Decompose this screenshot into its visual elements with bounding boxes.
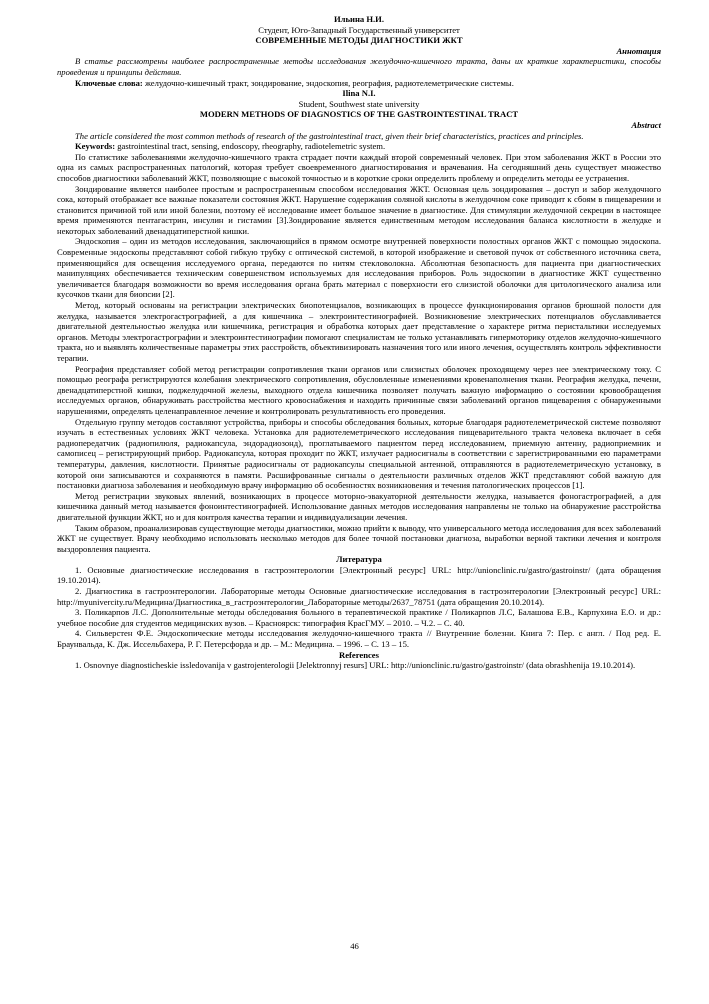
literature-item: 3. Поликарпов Л.С. Дополнительные методы обследования больного в терапевтической практике / Поликарпов Л.С, Балашова Е.В., Карпухина Е.О. и др.: учебное пособие для студентов медицинских вузов. – Красноярск: типография КрасГМУ. – 2010. – Ч.2. – С. 40. bbox=[57, 607, 661, 628]
ru-affiliation: Студент, Юго-Западный Государственный университет bbox=[258, 24, 460, 35]
ru-keywords bbox=[57, 78, 661, 89]
ru-abstract-heading: Аннотация bbox=[616, 45, 661, 56]
en-keywords-text: gastrointestinal tract, sensing, endoscopy, rheography, radiotelemetric system. bbox=[115, 141, 386, 152]
en-keywords bbox=[57, 141, 661, 152]
en-abstract-heading: Abstract bbox=[631, 119, 661, 130]
literature-item: 4. Сильверстен Ф.Е. Эндоскопические методы исследования желудочно-кишечного тракта // Внутренние болезни. Книга 7: Пер. с англ. / Под ред. Е. Браунвальда, К. Дж. Иссельбахера, Р. Г. Петерсфорда и др. – М.: Медицина. – 1996. – С. 13 – 15. bbox=[57, 628, 661, 650]
ru-keywords-text: желудочно-кишечный тракт, зондирование, эндоскопия, реография, радиотелеметрические системы. bbox=[142, 77, 514, 88]
ru-keywords-label: Ключевые слова: bbox=[75, 77, 143, 88]
literature-heading: Литература bbox=[336, 554, 382, 565]
en-author: Ilina N.I. bbox=[342, 88, 376, 99]
body-paragraph: Зондирование является наиболее простым и распространенным способом исследования ЖКТ. Основная цель зондирования – доступ и забор желудочного сока, который отображает все важные показатели состояния ЖКТ. Нарушение содержания соляной кислоты в желудочном соке приводит к сбоям в пищеварении и становится причиной той или иной болезни, поэтому её исследование имеет большое значение в диагностике. Для стимуляции желудочной секреции в настоящее время применяются пентагастрин, инсулин и гистамин [3].Зондирование является единственным методом исследования баланса кислотности в желудке и некоторых заболеваний двенадцатиперстной кишки. bbox=[57, 183, 661, 236]
body-paragraph: Таким образом, проанализировав существующие методы диагностики, можно прийти к выводу, что универсального метода исследования для всех заболеваний ЖКТ не существует. Врачу необходимо использовать несколько методов для более точной постановки диагноза, выработки верной тактики лечения и контроля выздоровления пациента. bbox=[57, 522, 661, 554]
body-paragraph: Метод регистрации звуковых явлений, возникающих в процессе моторно-эвакуаторной деятельности желудка, называется фоногастрографией, а для кишечника данный метод называется фоноинтестинографией. Использование данных методов исследования направлены не только на обнаружение расстройства двигательной функции ЖКТ, но и для контроля качества терапии и индивидуализации лечения. bbox=[57, 490, 661, 522]
body-paragraph: Эндоскопия – один из методов исследования, заключающийся в прямом осмотре внутренней поверхности полостных органов ЖКТ с помощью эндоскопа. Современные эндоскопы представляют собой гибкую трубку с оптической системой, в которой изображение и световой пучок от собственного источника света, применяющийся для освещения исследуемого органа, передаются по нитям стекловолокна. Абсолютная безопасность для пациента при диагностических манипуляциях обеспечивается техническим совершенством используемых для исследования приборов. Роль эндоскопии в диагностике ЖКТ существенно увеличивается благодаря возможности во время исследования органа брать материал с поверхности его слизистой оболочки для цитологического анализа или кусочков ткани для биопсии [2]. bbox=[57, 236, 661, 300]
literature-item: 1. Основные диагностические исследования в гастроэнтерологии [Электронный ресурс] URL: http://unionclinic.ru/gastro/gastroinstr/ (дата обращения 19.10.2014). bbox=[57, 564, 661, 586]
page-number: 46 bbox=[350, 941, 359, 951]
ru-abstract-text: В статье рассмотрены наиболее распространенные методы исследования желудочно-кишечного тракта, даны их краткие характеристики, способы проведения и принципы действия. bbox=[57, 56, 661, 77]
body-paragraph: По статистике заболеваниями желудочно-кишечного тракта страдает почти каждый второй современный человек. При этом заболевания ЖКТ в России это одна из самых распространенных патологий, которая требует своевременного диагностирования и врачевания. На сегодняшний день существует множество способов диагностики заболеваний ЖКТ, позволяющие с высокой точностью и в короткие сроки определить проблему и определить методы ее устранения. bbox=[57, 151, 661, 183]
en-title: MODERN METHODS OF DIAGNOSTICS OF THE GASTROINTESTINAL TRACT bbox=[199, 109, 519, 120]
body-paragraph: Отдельную группу методов составляют устройства, приборы и способы обследования больных, которые благодаря радиотелеметрической системе позволяют изучать в естественных условиях ЖКТ человека. Установка для радиотелеметрического исследования пищеварительного тракта человека включает в себя радиопередатчик (радиопилюля, радиокапсула, эндорадиозонд), проглатываемого пациентом перед исследованием, приемную антенну, радиоприемник и самописец – регистрирующий прибор. Радиокапсула, которая проходит по ЖКТ, излучает радиосигналы в соответствии с зарегистрированными ею параметрами температуры, давления, кислотности. Принятые радиосигналы от радиокапсулы специальной антенной, отправляются в радиотелеметрическую установку, в которой они записываются и сохраняются в памяти. Расшифрованные сигналы о деятельности различных отделов ЖКТ представляют собой важную для постановки диагноза заболевания и необходимую врачу информацию об особенностях возникновения и течения патологических процессов [1]. bbox=[57, 416, 661, 491]
en-affiliation: Student, Southwest state university bbox=[298, 98, 420, 109]
ru-title: СОВРЕМЕННЫЕ МЕТОДЫ ДИАГНОСТИКИ ЖКТ bbox=[255, 35, 463, 46]
references-item: 1. Osnovnye diagnosticheskie issledovanija v gastrojenterologii [Jelektronnyj resurs] URL: http://unionclinic.ru/gastro/gastroinstr/ (data obrashhenija 19.10.2014). bbox=[75, 660, 636, 671]
ru-author: Ильина Н.И. bbox=[333, 14, 385, 24]
body-paragraph: Реография представляет собой метод регистрации сопротивления ткани органов или слизистых оболочек проходящему через нее электрическому току. С помощью реографа регистрируются колебания электрического сопротивления, обусловленные изменениями кровенаполнения ткани. Реография желудка, печени, двенадцатиперстной кишки, поджелудочной железы, выходного отдела кишечника позволяет получать важную информацию о состоянии кровообращения исследуемых органов, обнаруживать расстройства местного кровоснабжения и находить причинные связи заболеваний органов пищеварения с обнаруженными нарушениями, определять целенаправленное лечение и контролировать результативность его проведения. bbox=[57, 363, 661, 416]
body-paragraph: Метод, который основаны на регистрации электрических биопотенциалов, возникающих в процессе функционирования органов брюшной полости для желудка, называется электрогастрографией, а для кишечника – электроинтестинографией. Возникновение электрических потенциалов обуславливается двигательной деятельностью желудка или кишечника, регистрация и обработка которых дает представление о характере ритма перистальтики исследуемых органов. Методы электрогастрографии и электроинтестинографии помогают специалистам не только устанавливать гипермоторику отделов желудочно-кишечного тракта, но и выявлять количественные параметры этих расстройств, объективизировать назначения того или иного лечения, осуществлять контроль эффективности терапии. bbox=[57, 300, 661, 363]
literature-item: 2. Диагностика в гастроэнтерологии. Лабораторные методы Основные диагностические исследования в гастроэнтерологии [Электронный ресурс] URL: http://myunivercity.ru/Медицина/Диагностика_в_гастроэнтерологии_Лабораторные методы/2637_78751 (дата обращения 20.10.2014). bbox=[57, 586, 661, 607]
en-keywords-label: Keywords: bbox=[75, 141, 116, 152]
en-abstract-text: The article considered the most common methods of research of the gastrointestinal tract, given their brief characteristics, practices and principles. bbox=[75, 130, 584, 141]
references-heading: References bbox=[339, 649, 379, 660]
